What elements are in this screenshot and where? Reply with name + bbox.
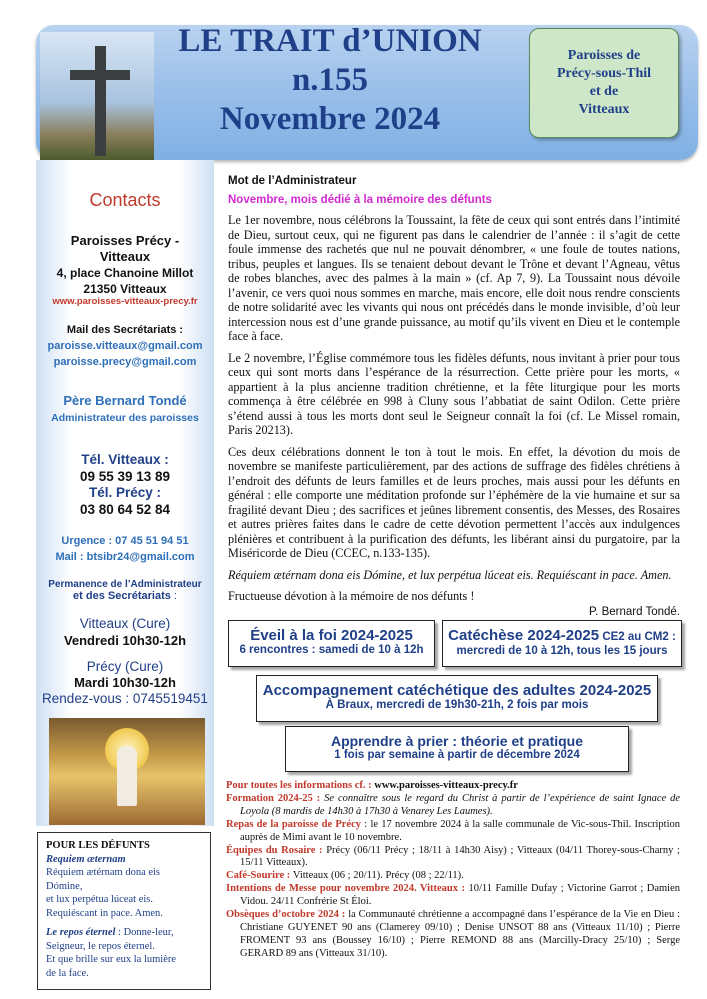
requiem-line: Requiéscant in pace. Amen. [46,907,163,919]
title-name: LE TRAIT d’UNION [178,23,482,59]
contacts-title: Contacts [89,190,161,210]
requiem-line: Réquiem ætérnam dona eis [46,867,161,878]
signature: P. Bernard Tondé. [588,605,680,618]
priest-role: Administrateur des paroisses [51,412,199,424]
phone-label: Tél. Précy : [88,485,162,500]
info-line [226,870,680,883]
info-text: la Communauté chrétienne a accompagné dans l’espérance de la Vie en Dieu : Christiane GUYENET 90 ans (Clamerey 09/10) ; Denise UNSOT 88 ans (Vitteaux 11/10) ; Pierre FROMENT 93 ans (Boussey 16/10) ; Pierre REMOND 88 ans (Marcilly-Dracy 25/10) ; Serge GERARD 89 ans (Vitteaux 31/10). [240,909,680,959]
permanence-line: Permanence de l’Administrateur [48,579,202,590]
catechese-level: CE2 au CM2 : [599,631,676,643]
permanence-line [36,590,214,602]
parishes-box [529,28,679,138]
repos-text: : Donne-leur, [115,927,174,938]
phone-precy[interactable]: 03 80 64 52 84 [79,501,171,517]
info-label: Formation 2024-25 : [226,792,325,804]
info-line [226,883,680,909]
vitteaux-time: Vendredi 10h30-12h [63,633,187,648]
info-line [226,793,680,819]
info-text: 10/11 Famille Dufay ; Victorine Garrot ; Damien Vidou. 24/11 Confrérie St Éloi. [240,883,680,908]
info-text: Vitteaux (06 ; 20/11). Précy (08 ; 22/11). [292,870,464,882]
article-paragraph: Le 2 novembre, l’Église commémore tous les fidèles défunts, nous invitant à prier pour tous ceux qui sont morts dans l’espérance de la résurrection. Cette prière pour les morts, « appartient à la plus ancienne tradition chrétienne, et la fête liturgique pour les morts commença à être célébrée en 998 à Cluny sous l’abbatiat de saint Odilon. Cette prière s’étend aussi à tous les morts dont seul le Seigneur connaît la foi (cf. Le Missel romain, Paris 20213). [228,350,680,437]
phone-block [36,452,214,518]
phone-label: Tél. Vitteaux : [81,452,169,467]
info-website[interactable]: www.paroisses-vitteaux-precy.fr [374,780,518,791]
requiem-line: et lux perpétua lúceat eis. [46,894,153,905]
address-line: 21350 Vitteaux [83,282,167,296]
christ-figure-icon [117,746,137,806]
info-label: Obsèques d’octobre 2024 : [226,909,349,921]
parishes-line: Paroisses de [567,48,641,63]
catechese-heading [443,627,681,645]
catechese-title: Catéchèse 2024-2025 [448,627,600,644]
info-text: : le 17 novembre 2024 à la salle communale de Vic-sous-Thil. Inscription auprès de Mimi avant le 10 novembre. [240,818,680,843]
precy-place: Précy (Cure) [86,659,164,674]
info-block [226,780,680,961]
prier-box [285,726,629,772]
eveil-box [228,620,435,667]
adultes-sub: À Braux, mercredi de 19h30-21h, 2 fois par mois [325,699,589,711]
info-line [226,819,680,845]
cross-photo [40,32,154,160]
requiem-title: Requiem æternam [46,853,126,865]
urgence-mail[interactable]: Mail : btsibr24@gmail.com [55,551,195,563]
info-text: Se connaître sous le regard du Christ à partir de l’expérience de saint Ignace de Loyola (8 mardis de 14h30 à 17h30 à Venarey Les Laumes). [240,792,680,817]
priest-name: Père Bernard Tondé [63,393,187,408]
mail-precy-link[interactable]: paroisse.precy@gmail.com [53,356,197,368]
article-paragraph: Fructueuse dévotion à la mémoire de nos défunts ! [228,589,475,603]
catechese-box [442,620,682,667]
info-line [226,780,680,793]
phone-vitteaux[interactable]: 09 55 39 13 89 [79,468,171,484]
parishes-line: et de [589,84,619,99]
org-line: Vitteaux [99,249,151,264]
eveil-sub: 6 rencontres : samedi de 10 à 12h [239,644,424,656]
vitteaux-place: Vitteaux (Cure) [79,616,171,631]
title-date: Novembre 2024 [219,101,441,137]
article [228,174,680,619]
article-paragraph: Le 1er novembre, nous célébrons la Toussaint, la fête de ceux qui sont entrés dans l’intimité de Dieu, surtout ceux, qui ne figurent pas dans le calendrier de l’année : il s’agit de cette foule immense des rachetés que nul ne pouvait dénombrer, « une foule de toutes nations, tribus, peuples et langues. Ils se tenaient debout devant le Trône et devant l’Agneau, vêtus de robes blanches, avec des palmes à la main » (cf. Ap 7, 9). La Toussaint nous dévoile l’avenir, ce vers quoi nous sommes en marche, mais encore, elle doit nous rendre conscients de notre solidarité avec les vivants qui nous ont précédés dans le monde invisible, d’où leur intercession nous est d’une grande puissance, au motif qu’ils vivent en Dieu et le contemple face à face. [228,213,680,343]
permanence-colon: : [170,590,177,602]
info-label: Repas de la paroisse de Précy [226,818,362,830]
article-heading: Mot de l’Administrateur [228,175,357,187]
cross-icon-bar [70,70,130,80]
precy-time: Mardi 10h30-12h [74,675,176,690]
repos-line: Et que brille sur eux la lumière [46,954,177,965]
info-line [226,845,680,871]
prier-sub: 1 fois par semaine à partir de décembre 2024 [334,749,580,761]
defunts-prayer-box [37,832,211,990]
catechese-sub: mercredi de 10 à 12h, tous les 15 jours [456,645,668,657]
org-name [36,233,214,297]
parishes-line: Précy-sous-Thil [556,66,652,81]
title-issue: n.155 [291,62,369,98]
adultes-box [256,675,658,722]
org-line: Paroisses Précy - [70,233,180,248]
cross-icon [95,46,106,156]
mail-label: Mail des Secrétariats : [66,324,184,336]
info-text: Précy (06/11 Précy ; 18/11 à 14h30 Aisy) ; Vitteaux (04/11 Thorey-sous-Charny ; 15/11 Vitteaux). [240,844,680,869]
saints-icon-image [49,718,205,825]
info-label: Équipes du Rosaire : [226,844,327,856]
article-paragraph: Ces deux célébrations donnent le ton à tout le mois. En effet, la dévotion du mois de novembre se manifeste particulièrement, par des actions de suffrage des fidèles chrétiens à l’endroit des défunts de leurs familles et de leurs proches, mais aussi pour les défunts en général : elle comporte une méditation profonde sur l’éphémère de la vie humaine et sur sa fragilité devant Dieu ; des sacrifices et jeûnes librement consentis, des Messes, des Rosaires et autres prières faites dans le cadre de cette dévotion permettent l’accès aux indulgences plénières et contribuent à la purification des défunts, les libérant ainsi du purgatoire, par la Miséricorde de Dieu (CCEC, n.133-135). [228,444,680,560]
permanence-label [36,579,214,602]
mail-vitteaux-link[interactable]: paroisse.vitteaux@gmail.com [47,340,203,352]
permanence-line2: et des Secrétariats [73,590,171,602]
article-paragraph: Réquiem ætérnam dona eis Dómine, et lux perpétua lúceat eis. Requiéscant in pace. Amen. [228,567,672,582]
eveil-title: Éveil à la foi 2024-2025 [250,627,413,644]
adultes-title: Accompagnement catéchétique des adultes 2024-2025 [262,682,652,699]
newsletter-title [160,22,500,139]
info-label: Intentions de Messe pour novembre 2024. Vitteaux : [226,883,469,895]
website-link[interactable]: www.paroisses-vitteaux-precy.fr [52,296,198,307]
repos-line [46,926,202,940]
requiem-line: Dómine, [46,880,83,892]
info-label: Pour toutes les informations cf. : [226,780,375,791]
repos-line: Seigneur, le repos éternel. [46,940,155,952]
address-line: 4, place Chanoine Millot [56,266,194,280]
info-line [226,909,680,961]
info-label: Café-Sourire : [226,870,293,882]
article-subheading: Novembre, mois dédié à la mémoire des défunts [228,193,492,206]
repos-line: de la face. [46,967,89,979]
rendez-vous[interactable]: Rendez-vous : 0745519451 [42,691,208,706]
parishes-line: Vitteaux [578,102,630,117]
defunts-heading: POUR LES DÉFUNTS [46,840,150,851]
urgence-phone[interactable]: Urgence : 07 45 51 94 51 [61,535,189,547]
repos-title: Le repos éternel [46,927,116,938]
prier-title: Apprendre à prier : théorie et pratique [330,733,584,749]
